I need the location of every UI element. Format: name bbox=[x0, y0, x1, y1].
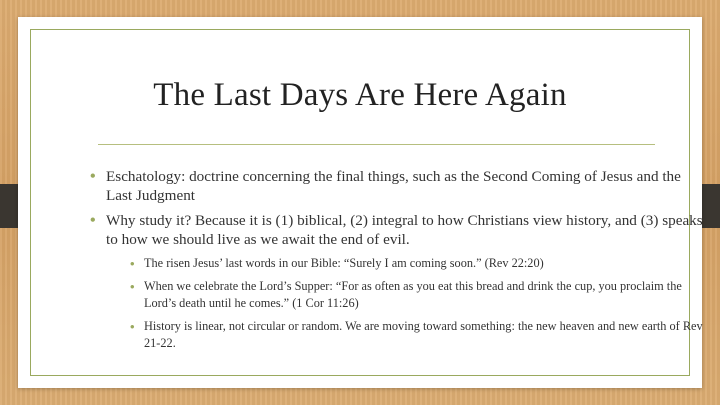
sub-bullet-item bbox=[130, 318, 706, 352]
sub-bullet-text: History is linear, not circular or random. We are moving toward something: the new heaven and new earth of Rev 21-22. bbox=[144, 319, 703, 350]
bullet-icon: • bbox=[130, 256, 135, 271]
sub-bullet-item bbox=[130, 278, 706, 312]
sub-bullet-text: When we celebrate the Lord’s Supper: “For as often as you eat this bread and drink the cup, you proclaim the Lord’s death until he comes.” (1 Cor 11:26) bbox=[144, 279, 682, 310]
bullet-icon: • bbox=[90, 212, 96, 229]
bullet-icon: • bbox=[90, 168, 96, 185]
bullet-text: Eschatology: doctrine concerning the final things, such as the Second Coming of Jesus and the Last Judgment bbox=[106, 168, 681, 204]
bullet-icon: • bbox=[130, 279, 135, 294]
slide-body bbox=[90, 167, 706, 358]
bullet-item bbox=[90, 167, 706, 205]
bullet-icon: • bbox=[130, 319, 135, 334]
bullet-text: Why study it? Because it is (1) biblical, (2) integral to how Christians view history, and (3) speaks to how we should live as we await the end of evil. bbox=[106, 212, 703, 248]
slide-card bbox=[18, 17, 702, 388]
sub-bullet-text: The risen Jesus’ last words in our Bible: “Surely I am coming soon.” (Rev 22:20) bbox=[144, 256, 544, 270]
sub-bullet-item bbox=[130, 255, 706, 272]
slide-title: The Last Days Are Here Again bbox=[153, 77, 567, 113]
title-divider bbox=[98, 144, 655, 145]
bullet-item bbox=[90, 211, 706, 249]
slide-tab-left bbox=[0, 184, 18, 228]
